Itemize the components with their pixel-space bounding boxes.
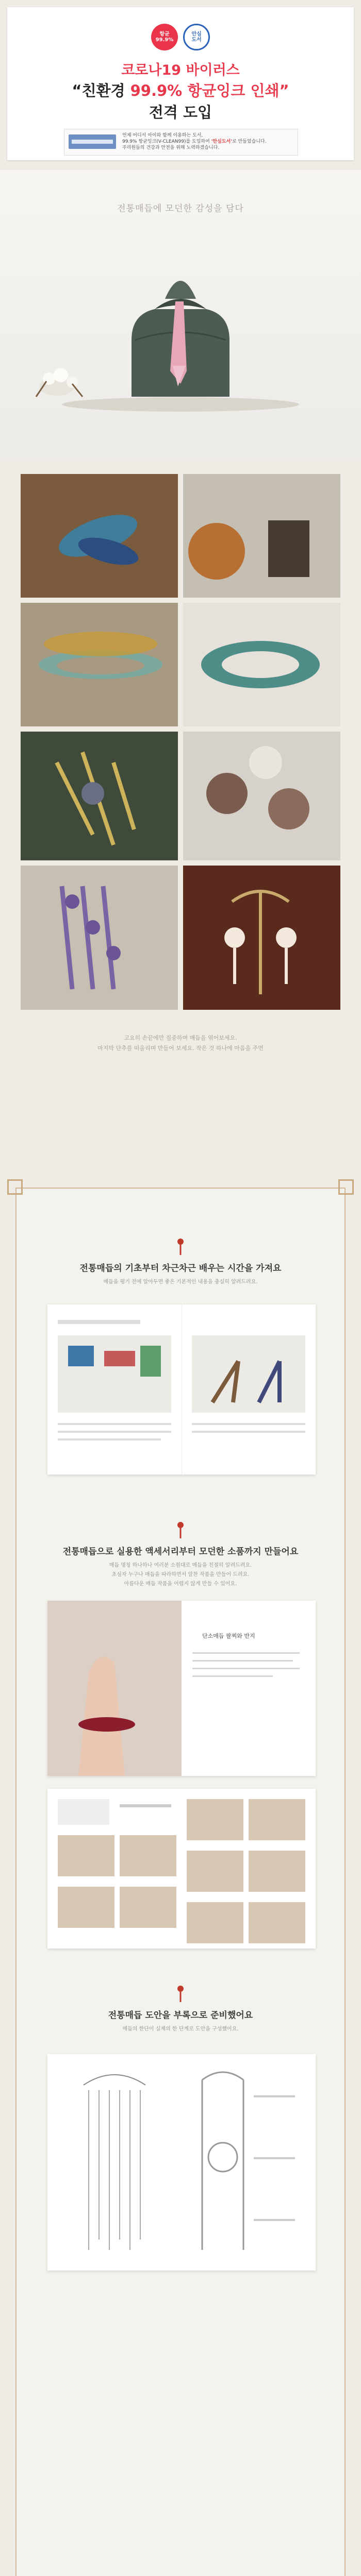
section2-subtitle-3: 아름다운 매듭 작품을 어렵지 않게 만들 수 있어요. bbox=[124, 1581, 237, 1587]
content-panel bbox=[15, 1188, 346, 2576]
corner-ornament-icon bbox=[338, 1179, 354, 1195]
section2-subtitle-1: 매듭 명칭 하나하나 여러분 소원대로 매듭을 친절히 알려드려요. bbox=[109, 1563, 252, 1568]
notice-info-box bbox=[64, 129, 298, 156]
tools-illustration-icon bbox=[47, 1304, 182, 1475]
bracelet-page-heading: 단소매듭 팔찌와 반지 bbox=[202, 1633, 255, 1639]
pattern-diagram-icon bbox=[47, 2054, 316, 2270]
bojagi-illustration-icon bbox=[0, 170, 361, 459]
book-spread-bracelet bbox=[47, 1601, 316, 1776]
notice-title-ink: “친환경 99.9% 항균잉크 인쇄” bbox=[72, 82, 289, 99]
section2-subtitle-2: 초심자 누구나 매듭을 따라하면서 알찬 작품을 만들어 드려요. bbox=[111, 1572, 250, 1578]
pliers-illustration-icon bbox=[182, 1304, 316, 1475]
v-clean-logo-icon bbox=[69, 134, 116, 149]
red-knot-icon bbox=[175, 1521, 186, 1539]
red-knot-icon bbox=[175, 1985, 186, 2003]
hero-tagline: 전통매듭에 모던한 감성을 담다 bbox=[117, 204, 244, 214]
book-spread-steps bbox=[47, 1789, 316, 1948]
antibacterial-notice bbox=[7, 7, 354, 160]
book-spread-basics bbox=[47, 1304, 316, 1475]
section1-subtitle: 매듭을 평기 전에 알아두면 좋은 기본적인 내용을 충실히 알려드려요. bbox=[103, 1279, 258, 1285]
step-photos-icon bbox=[47, 1789, 316, 1948]
hand-bracelet-illustration-icon bbox=[47, 1601, 182, 1776]
section3-subtitle: 매듭의 한단이 실제의 한 단계로 도안을 구성했어요. bbox=[122, 2026, 239, 2032]
notice-title-adopt: 전격 도입 bbox=[149, 104, 212, 121]
notice-title-covid: 코로나19 바이러스 bbox=[121, 62, 240, 78]
photo-gallery bbox=[0, 474, 361, 1015]
book-spread-pattern bbox=[47, 2054, 316, 2270]
section3-title: 전통매듭 도안을 부록으로 준비했어요 bbox=[108, 2010, 253, 2021]
antibacterial-badge: 항균 99.9% bbox=[151, 24, 178, 50]
section1-title: 전통매듭의 기초부터 차근차근 배우는 시간을 가져요 bbox=[79, 1263, 282, 1274]
corner-ornament-icon bbox=[7, 1179, 23, 1195]
badge-row bbox=[7, 24, 354, 50]
notice-info-text: 언제 어디서 아이와 함께 이용하는 도서, 99.9% 항균잉크(V-CLEAN99)를 도입하여 '안심도서'로 만들었습니다. 주리원들의 건강과 안전을 위해 노력하겠습니다. bbox=[122, 133, 267, 151]
red-knot-icon bbox=[175, 1238, 186, 1256]
safe-book-badge: 안심 도서 bbox=[183, 24, 210, 50]
hero-section bbox=[0, 170, 361, 459]
section2-title: 전통매듭으로 실용한 액세서리부터 모던한 소품까지 만들어요 bbox=[62, 1547, 299, 1557]
gallery-caption: 고요히 손끝에만 집중하며 매듭을 엮어보세요. 마지막 단추를 떠올리며 만들어 보세요. 작은 것 하나에 마음을 주면 bbox=[97, 1035, 264, 1052]
